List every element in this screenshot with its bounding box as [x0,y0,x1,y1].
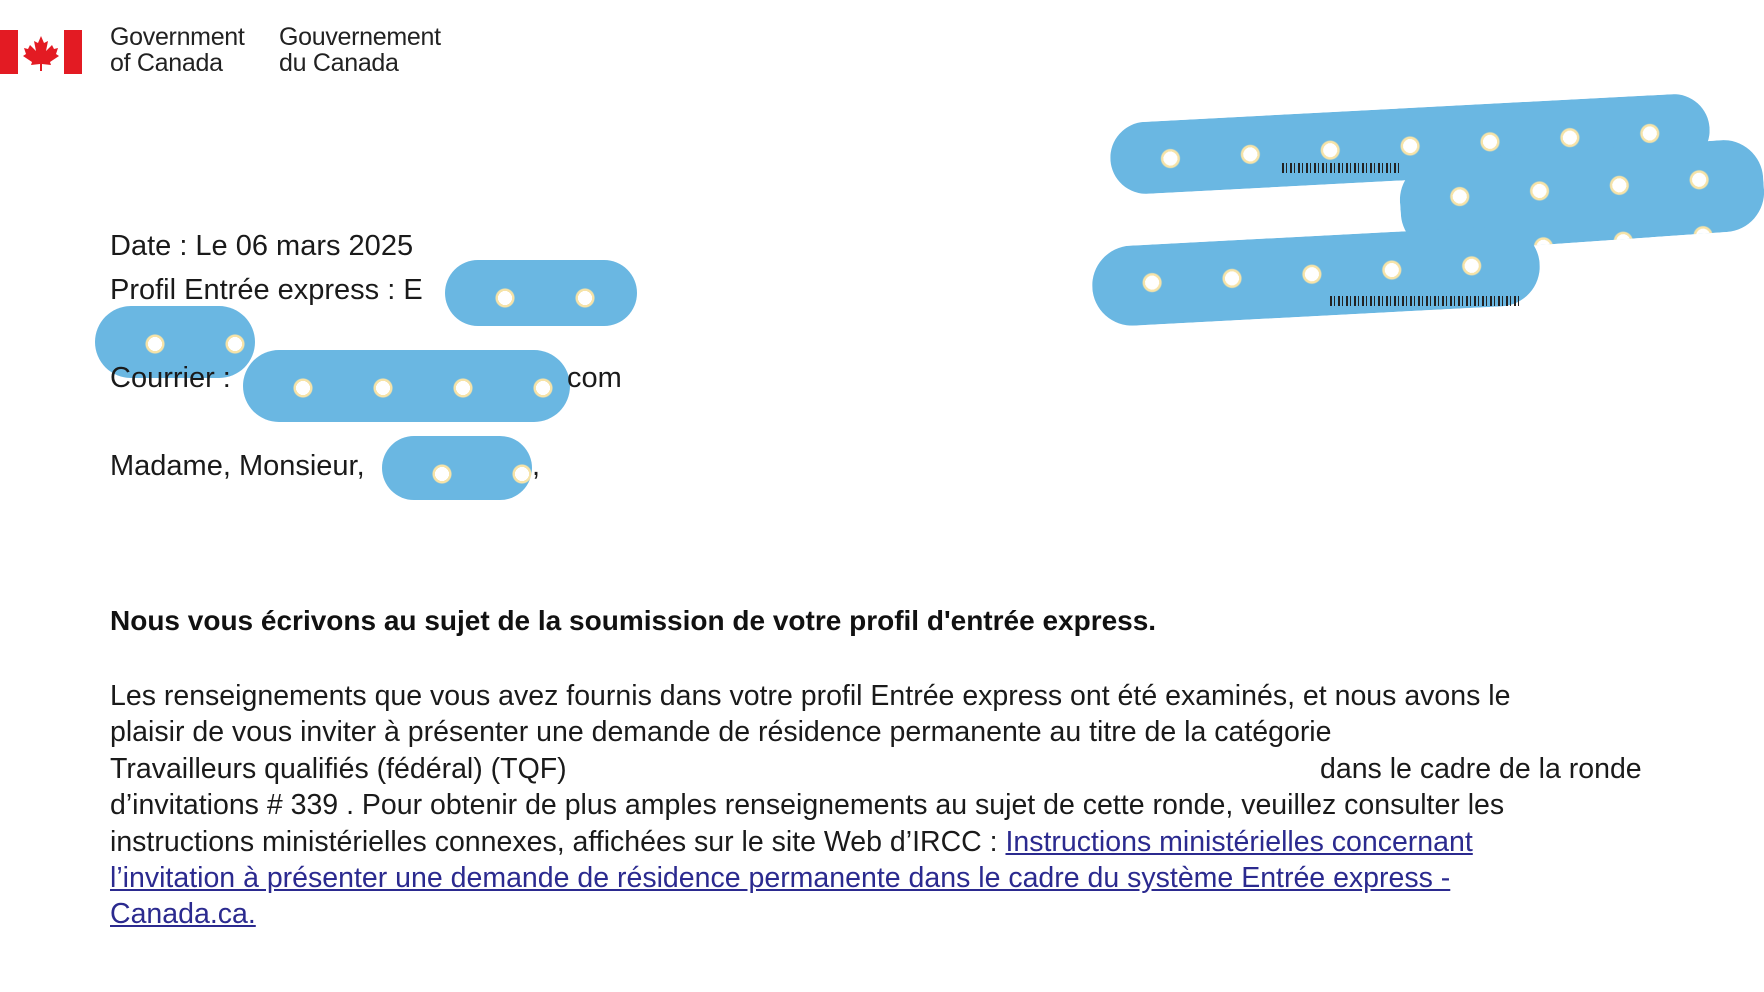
body-line-7 [110,898,256,931]
ministerial-instructions-link-part1[interactable]: Instructions ministérielles concernant [1005,826,1473,858]
wordmark-french: Gouvernement du Canada [279,23,441,77]
redaction-email [243,350,570,422]
body-line-6 [110,862,1450,895]
body-line-1: Les renseignements que vous avez fournis dans votre profil Entrée express ont été examinés, et nous avons le [110,680,1511,712]
ministerial-instructions-link-part2[interactable]: l’invitation à présenter une demande de résidence permanente dans le cadre du système Entrée express - [110,862,1451,894]
email-suffix: com [567,362,622,394]
barcode-fragment [1282,163,1402,173]
greeting: Madame, Monsieur, [110,450,365,482]
body-line-5 [110,826,1473,859]
letter-subject: Nous vous écrivons au sujet de la soumission de votre profil d'entrée express. [110,605,1157,636]
canada-flag-icon [0,30,82,74]
date-line: Date : Le 06 mars 2025 [110,230,414,262]
body-line-3: Travailleurs qualifiés (fédéral) (TQF) [110,753,567,785]
body-line-3-right: dans le cadre de la ronde [1320,753,1642,785]
redaction-profile-number [445,260,637,326]
body-line-2: plaisir de vous inviter à présenter une demande de résidence permanente au titre de la catégorie [110,716,1332,748]
redaction-greeting-name [382,436,532,500]
body-line-5-text: instructions ministérielles connexes, affichées sur le site Web d’IRCC : [110,826,1006,858]
body-line-4: d’invitations # 339 . Pour obtenir de plus amples renseignements au sujet de cette ronde, veuillez consulter les [110,789,1505,821]
ministerial-instructions-link-part3[interactable]: Canada.ca. [110,898,256,930]
courrier-line: Courrier : [110,362,231,394]
barcode-fragment-2 [1330,296,1520,306]
wordmark-english: Government of Canada [110,23,245,77]
redaction-address-3 [1090,224,1542,327]
profile-line: Profil Entrée express : E [110,274,423,306]
greeting-suffix: , [532,450,541,482]
